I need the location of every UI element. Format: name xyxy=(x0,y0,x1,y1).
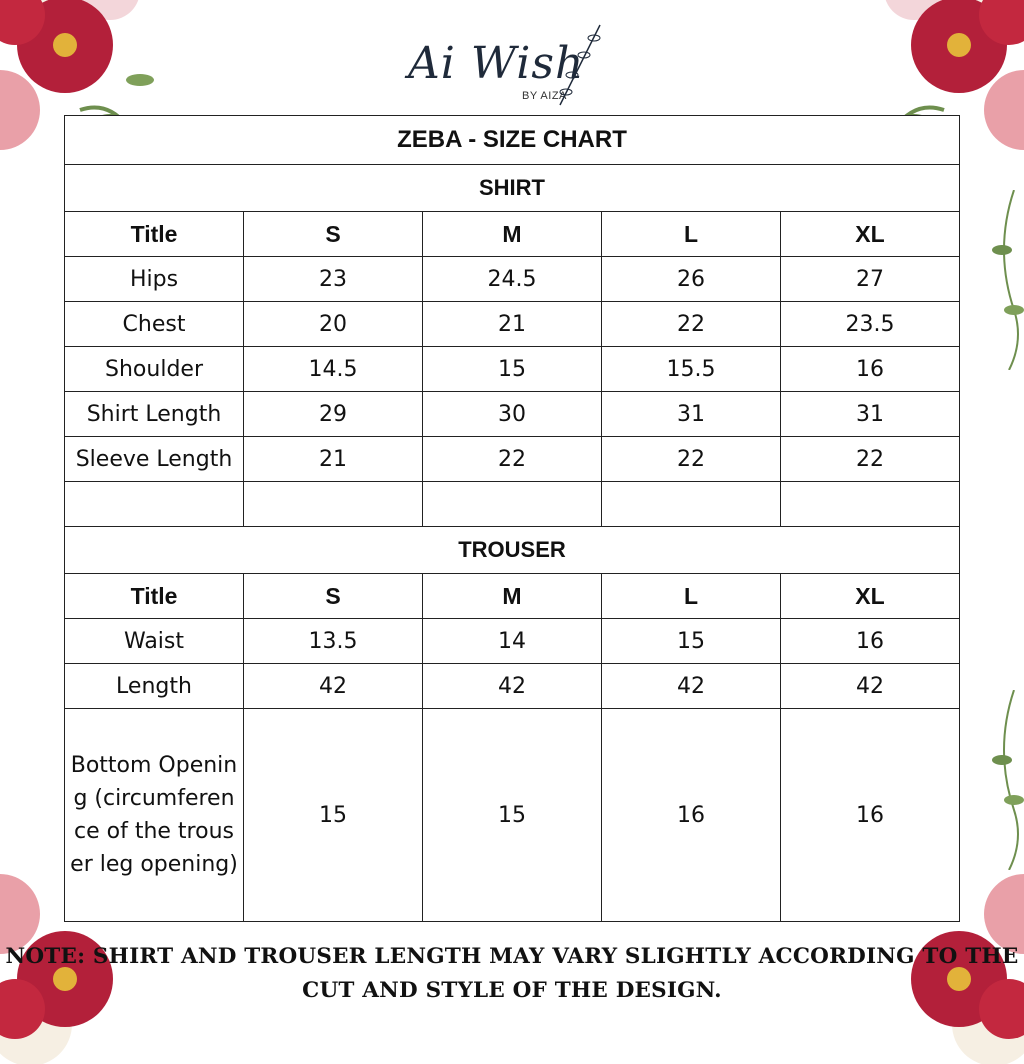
table-cell: 24.5 xyxy=(423,257,602,302)
row-label: Length xyxy=(65,664,244,709)
table-cell: 20 xyxy=(244,302,423,347)
table-cell: 31 xyxy=(602,392,781,437)
table-cell: 14.5 xyxy=(244,347,423,392)
column-header: S xyxy=(244,212,423,257)
logo-wordmark: Ai Wish xyxy=(408,38,585,89)
table-cell: 16 xyxy=(781,709,960,922)
table-cell: 29 xyxy=(244,392,423,437)
table-cell: 14 xyxy=(423,619,602,664)
table-cell: 22 xyxy=(781,437,960,482)
table-cell: 22 xyxy=(602,437,781,482)
table-row xyxy=(65,347,960,392)
table-cell: 42 xyxy=(244,664,423,709)
chart-title: ZEBA - SIZE CHART xyxy=(65,116,960,165)
size-chart-table xyxy=(64,115,960,922)
footnote-line: CUT AND STYLE OF THE DESIGN. xyxy=(302,978,722,1003)
header-row-trouser xyxy=(65,574,960,619)
chart-title-row xyxy=(65,116,960,165)
column-header: XL xyxy=(781,212,960,257)
table-cell: 16 xyxy=(602,709,781,922)
column-header: M xyxy=(423,212,602,257)
row-label: Waist xyxy=(65,619,244,664)
section-row-shirt xyxy=(65,165,960,212)
column-header: S xyxy=(244,574,423,619)
table-cell: 16 xyxy=(781,619,960,664)
column-header: L xyxy=(602,574,781,619)
table-row xyxy=(65,392,960,437)
table-cell: 22 xyxy=(423,437,602,482)
table-cell: 21 xyxy=(423,302,602,347)
table-cell xyxy=(781,482,960,527)
table-cell xyxy=(244,482,423,527)
table-cell: 42 xyxy=(781,664,960,709)
table-cell: 42 xyxy=(602,664,781,709)
table-row xyxy=(65,664,960,709)
row-label: Shoulder xyxy=(65,347,244,392)
footnote-line: NOTE: SHIRT AND TROUSER LENGTH MAY VARY SLIGHTLY ACCORDING TO THE xyxy=(5,944,1019,969)
row-label: Hips xyxy=(65,257,244,302)
table-cell xyxy=(423,482,602,527)
table-cell: 30 xyxy=(423,392,602,437)
vine-decoration xyxy=(974,690,1024,870)
empty-row xyxy=(65,482,960,527)
table-cell: 15 xyxy=(423,709,602,922)
column-header: L xyxy=(602,212,781,257)
table-row xyxy=(65,302,960,347)
table-row xyxy=(65,437,960,482)
brand-logo xyxy=(400,20,620,110)
footnote xyxy=(0,940,1024,1008)
table-cell: 13.5 xyxy=(244,619,423,664)
table-cell: 22 xyxy=(602,302,781,347)
table-cell: 15 xyxy=(244,709,423,922)
table-cell: 15.5 xyxy=(602,347,781,392)
table-cell: 16 xyxy=(781,347,960,392)
table-cell: 15 xyxy=(423,347,602,392)
row-label: Chest xyxy=(65,302,244,347)
header-row-shirt xyxy=(65,212,960,257)
table-cell xyxy=(602,482,781,527)
table-cell: 15 xyxy=(602,619,781,664)
logo-subtitle: BY AIZA xyxy=(522,90,567,102)
row-label: Sleeve Length xyxy=(65,437,244,482)
table-cell: 31 xyxy=(781,392,960,437)
table-row xyxy=(65,619,960,664)
section-title-shirt: SHIRT xyxy=(65,165,960,212)
row-label: Shirt Length xyxy=(65,392,244,437)
table-cell: 26 xyxy=(602,257,781,302)
table-row xyxy=(65,257,960,302)
section-title-trouser: TROUSER xyxy=(65,527,960,574)
vine-decoration xyxy=(974,190,1024,370)
table-cell: 23.5 xyxy=(781,302,960,347)
column-header: Title xyxy=(65,212,244,257)
column-header: XL xyxy=(781,574,960,619)
leaf-sprig-icon xyxy=(550,20,610,110)
section-row-trouser xyxy=(65,527,960,574)
column-header: M xyxy=(423,574,602,619)
table-cell: 27 xyxy=(781,257,960,302)
row-label: Bottom Opening (circumference of the trouser leg opening) xyxy=(65,709,244,922)
table-row xyxy=(65,709,960,922)
table-cell: 23 xyxy=(244,257,423,302)
table-cell: 42 xyxy=(423,664,602,709)
table-cell: 21 xyxy=(244,437,423,482)
row-label xyxy=(65,482,244,527)
column-header: Title xyxy=(65,574,244,619)
